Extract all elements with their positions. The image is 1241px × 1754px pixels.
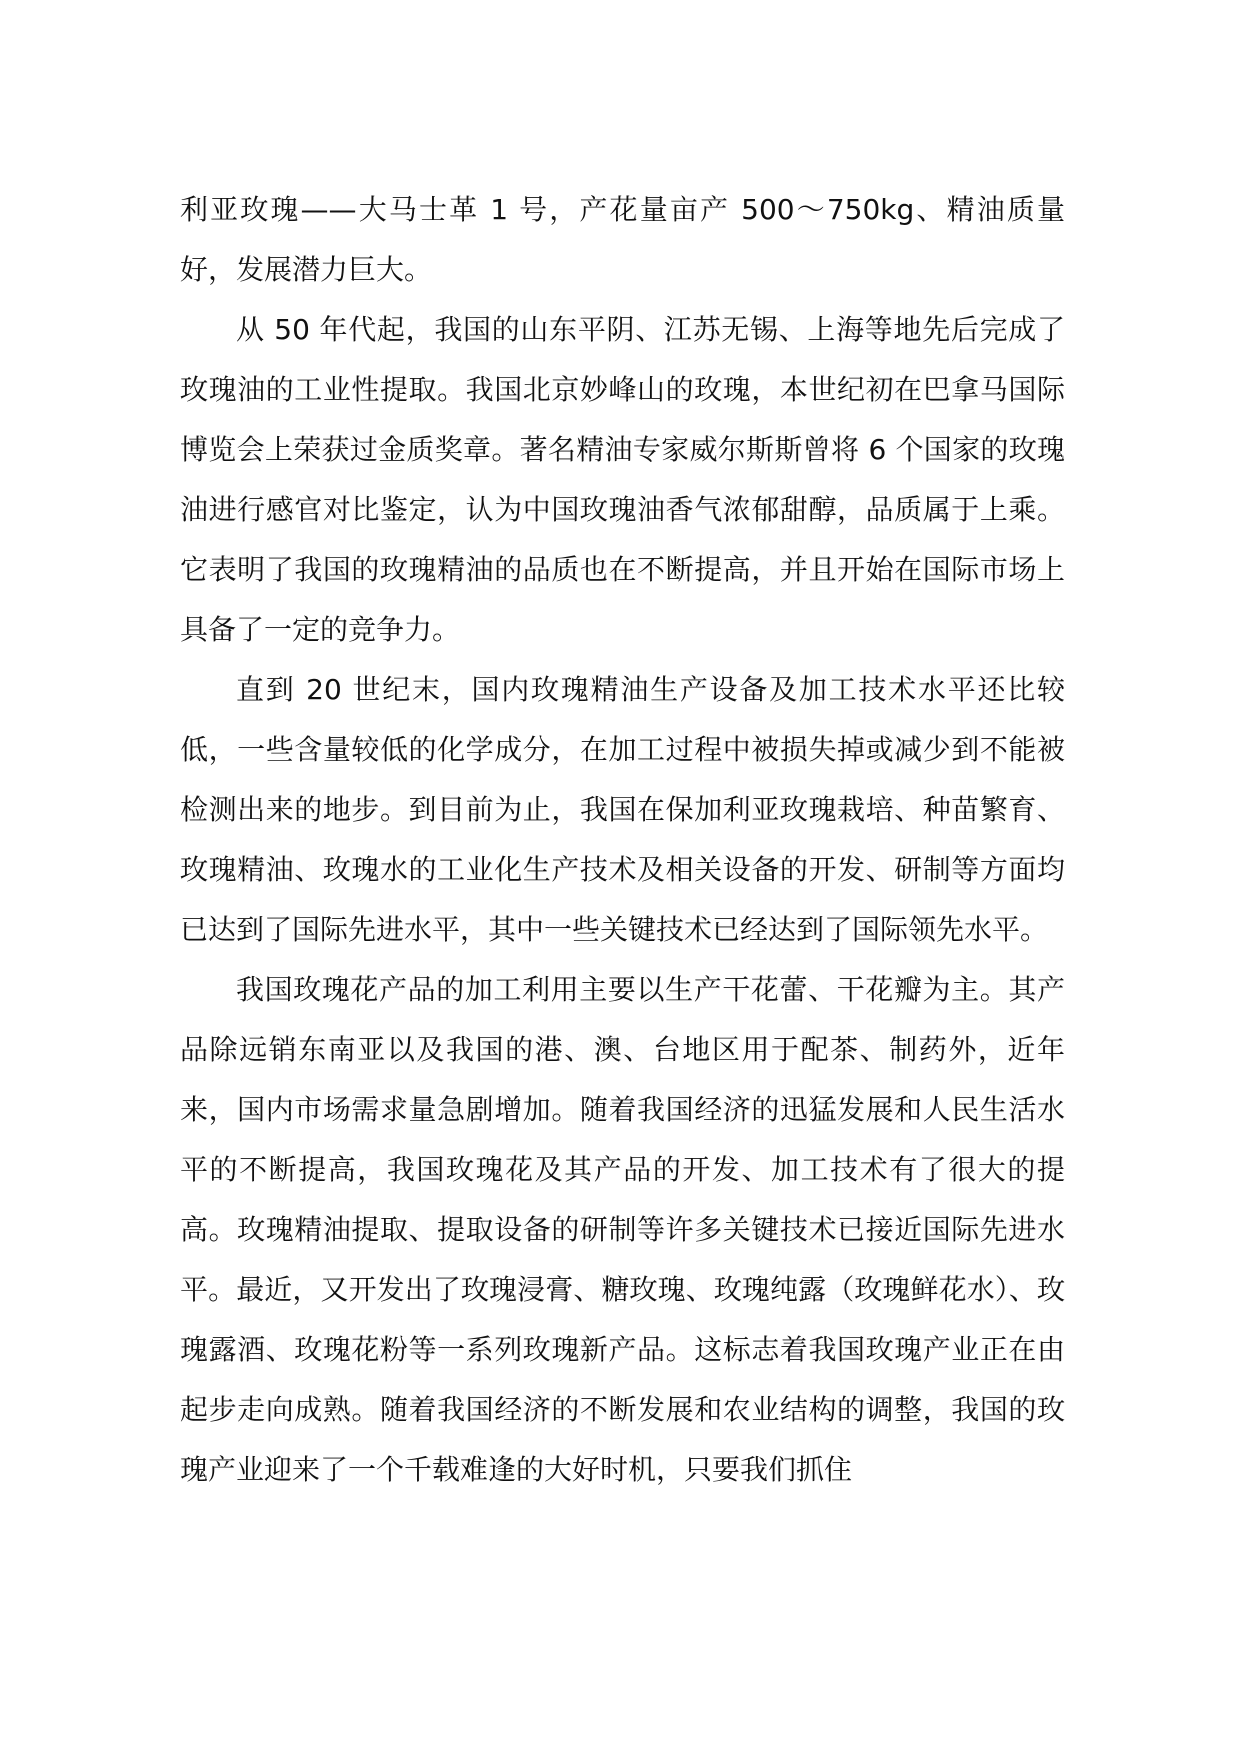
paragraph-continued: 利亚玫瑰——大马士革 1 号，产花量亩产 500～750kg、精油质量好，发展潜力巨大。	[180, 193, 1065, 286]
paragraph: 直到 20 世纪末，国内玫瑰精油生产设备及加工技术水平还比较低，一些含量较低的化学成分，在加工过程中被损失掉或减少到不能被检测出来的地步。到目前为止，我国在保加利亚玫瑰栽培、种苗繁育、玫瑰精油、玫瑰水的工业化生产技术及相关设备的开发、研制等方面均已达到了国际先进水平，其中一些关键技术已经达到了国际领先水平。	[180, 673, 1065, 946]
body-text	[180, 180, 1065, 1500]
paragraph: 从 50 年代起，我国的山东平阴、江苏无锡、上海等地先后完成了玫瑰油的工业性提取。我国北京妙峰山的玫瑰，本世纪初在巴拿马国际博览会上荣获过金质奖章。著名精油专家威尔斯斯曾将 6 个国家的玫瑰油进行感官对比鉴定，认为中国玫瑰油香气浓郁甜醇，品质属于上乘。它表明了我国的玫瑰精油的品质也在不断提高，并且开始在国际市场上具备了一定的竞争力。	[180, 313, 1065, 646]
paragraph: 我国玫瑰花产品的加工利用主要以生产干花蕾、干花瓣为主。其产品除远销东南亚以及我国的港、澳、台地区用于配茶、制药外，近年来，国内市场需求量急剧增加。随着我国经济的迅猛发展和人民生活水平的不断提高，我国玫瑰花及其产品的开发、加工技术有了很大的提高。玫瑰精油提取、提取设备的研制等许多关键技术已接近国际先进水平。最近，又开发出了玫瑰浸膏、糖玫瑰、玫瑰纯露（玫瑰鲜花水）、玫瑰露酒、玫瑰花粉等一系列玫瑰新产品。这标志着我国玫瑰产业正在由起步走向成熟。随着我国经济的不断发展和农业结构的调整，我国的玫瑰产业迎来了一个千载难逢的大好时机，只要我们抓住	[180, 973, 1065, 1486]
